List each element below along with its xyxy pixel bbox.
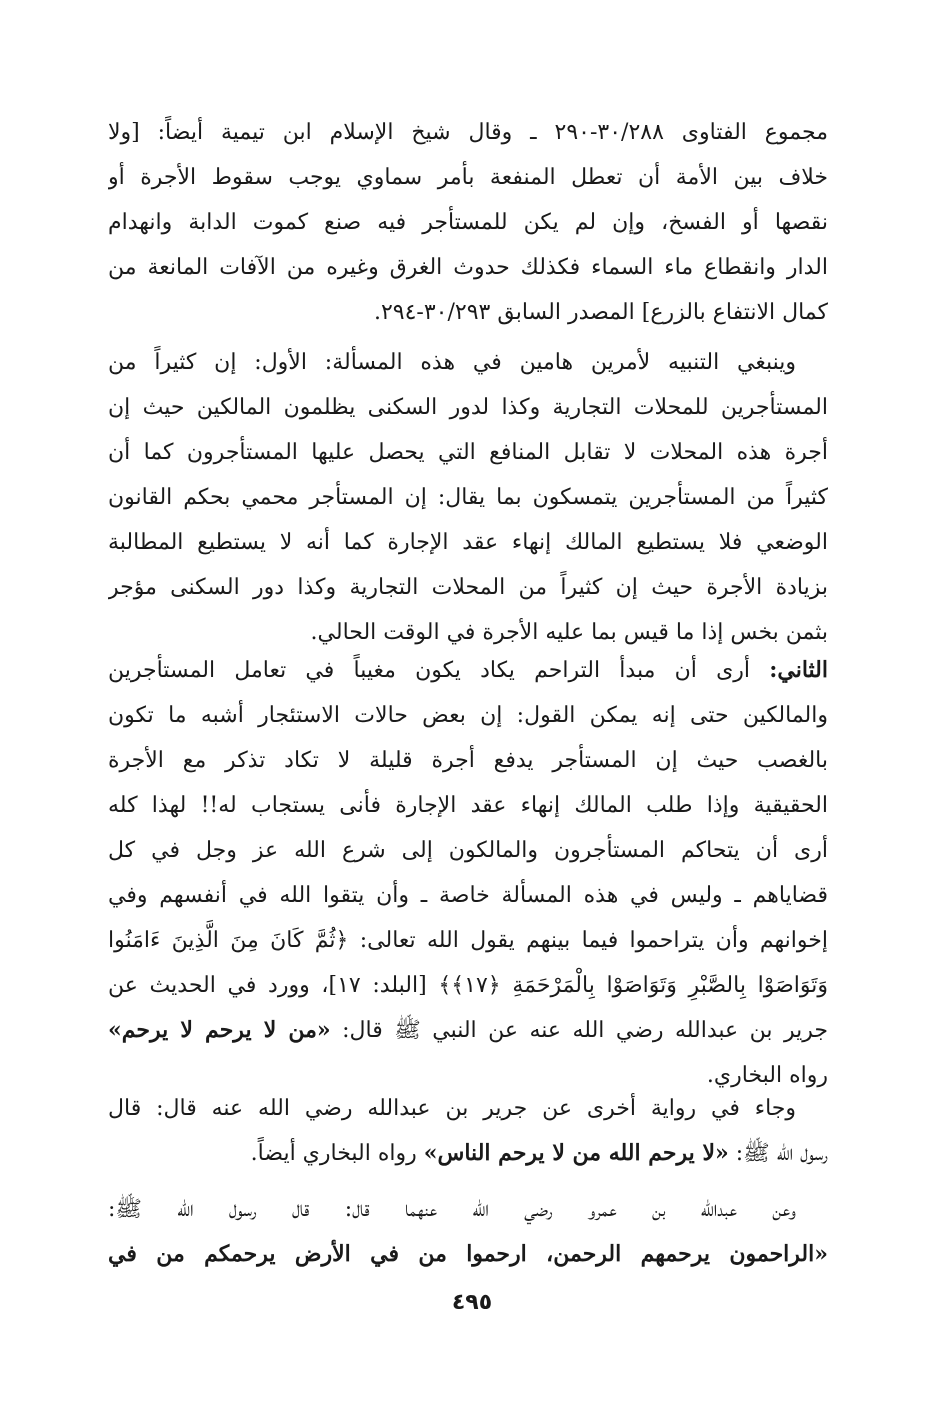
text-line: أرى أن يتحاكم المستأجرون والمالكون إلى شرع الله عز وجل في كل — [108, 838, 828, 863]
text-line: الوضعي فلا يستطيع المالك إنهاء عقد الإجارة كما أنه لا يستطيع المطالبة — [108, 530, 828, 555]
text-line: بثمن بخس إذا ما قيس بما عليه الأجرة في الوقت الحالي. — [310, 620, 828, 645]
paragraph-second-narration — [108, 1086, 828, 1176]
text-line: وعن عبدالله بن عمرو رضي الله عنهما قال: قال رسول الله ﷺ: — [108, 1197, 796, 1222]
paragraph-fatwa-quote — [108, 110, 828, 335]
text-line — [108, 648, 828, 693]
text-line: المستأجرين للمحلات التجارية وكذا لدور السكنى يظلمون المالكين حيث إن — [108, 395, 828, 420]
page-number: ٤٩٥ — [451, 1290, 493, 1315]
text-run: رواه البخاري أيضاً. — [250, 1141, 424, 1166]
text-line: الحقيقية وإذا طلب المالك إنهاء عقد الإجارة فأنى يستجاب له!! لهذا كله — [108, 793, 828, 818]
text-line — [108, 1131, 828, 1176]
text-line: والمالكين حتى إنه يمكن القول: إن بعض حالات الاستئجار أشبه ما تكون — [108, 703, 828, 728]
text-line: وجاء في رواية أخرى عن جرير بن عبدالله رضي الله عنه قال: قال — [108, 1096, 796, 1121]
text-line: قضاياهم ـ وليس في هذه المسألة خاصة ـ وأن يتقوا الله في أنفسهم وفي — [108, 883, 828, 908]
hadith-quote: «من لا يرحم لا يرحم» — [108, 1017, 331, 1043]
text-line: أجرة هذه المحلات لا تقابل المنافع التي يحصل عليها المستأجرون كما أن — [108, 440, 828, 465]
text-line: خلاف بين الأمة أن تعطل المنفعة بأمر سماوي يوجب سقوط الأجرة أو — [108, 165, 828, 190]
text-line: بزيادة الأجرة حيث إن كثيراً من المحلات التجارية وكذا دور السكنى مؤجر — [108, 575, 828, 600]
text-line: نقصها أو الفسخ، وإن لم يكن للمستأجر فيه صنع كموت الدابة وانهدام — [108, 210, 828, 235]
text-line: الدار وانقطاع ماء السماء فكذلك حدوث الغرق وغيره من الآفات المانعة من — [108, 255, 828, 280]
text-line: كمال الانتفاع بالزرع] المصدر السابق ٣٠/٢٩٣-٢٩٤. — [373, 300, 828, 325]
text-line: وينبغي التنبيه لأمرين هامين في هذه المسألة: الأول: إن كثيراً من — [108, 350, 796, 375]
hadith-quote: «لا يرحم الله من لا يرحم الناس» — [423, 1140, 729, 1166]
text-run: جرير بن عبدالله رضي الله عنه عن النبي ﷺ قال: — [330, 1018, 828, 1043]
paragraph-third-narration — [108, 1187, 828, 1277]
text-line: كثيراً من المستأجرين يتمسكون بما يقال: إن المستأجر محمي بحكم القانون — [108, 485, 828, 510]
text-line — [108, 1008, 828, 1053]
text-run: رسول الله ﷺ: — [728, 1141, 828, 1166]
text-line: بالغصب حيث إن المستأجر يدفع أجرة قليلة لا تكاد تذكر مع الأجرة — [108, 748, 828, 773]
paragraph-first-point — [108, 340, 828, 655]
quran-verse-line: وَتَوَاصَوْا بِالصَّبْرِ وَتَوَاصَوْا بِالْمَرْحَمَةِ ﴿١٧﴾﴾ [البلد: ١٧]، وورد في الحديث عن — [108, 973, 828, 998]
text-line: رواه البخاري. — [706, 1063, 828, 1088]
text-run: أرى أن مبدأ التراحم يكاد يكون مغيباً في تعامل المستأجرين — [108, 658, 770, 683]
quran-verse-line: إخوانهم وأن يتراحموا فيما بينهم يقول الله تعالى: ﴿ثُمَّ كَانَ مِنَ الَّذِينَ ءَامَنُوا — [108, 928, 828, 953]
text-line — [108, 1232, 828, 1277]
text-line: مجموع الفتاوى ٣٠/٢٨٨-٢٩٠ ـ وقال شيخ الإسلام ابن تيمية أيضاً: [ولا — [108, 120, 828, 145]
paragraph-second-point — [108, 648, 828, 1098]
section-heading: الثاني: — [769, 657, 828, 683]
hadith-quote: «الراحمون يرحمهم الرحمن، ارحموا من في الأرض يرحمكم من في — [108, 1241, 828, 1267]
